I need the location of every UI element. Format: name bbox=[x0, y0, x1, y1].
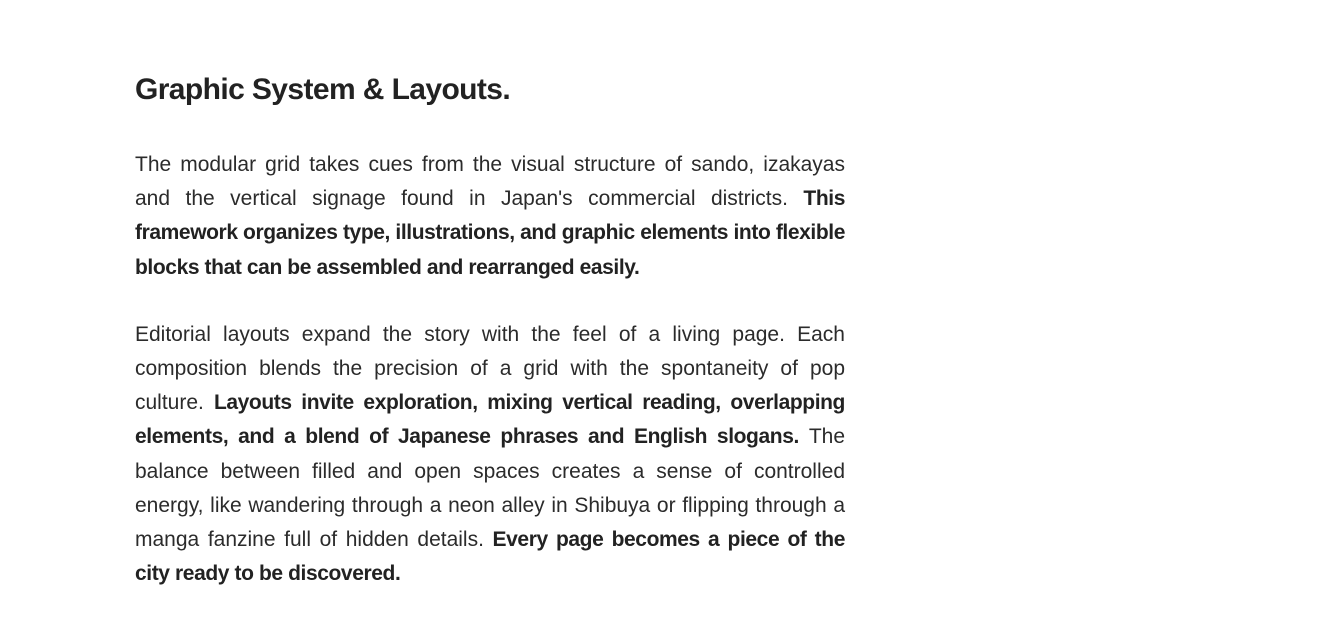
grid-paragraph bbox=[135, 148, 845, 285]
layouts-paragraph bbox=[135, 318, 845, 592]
layouts-paragraph-highlight: Layouts invite exploration, mixing vertical reading, overlapping elements, and a blend of Japanese phrases and English slogans. bbox=[135, 391, 845, 449]
section-title: Graphic System & Layouts. bbox=[135, 73, 511, 106]
layouts-paragraph-body: The balance between filled and open spaces creates a sense of controlled energy, like wandering through a neon alley in Shibuya or flipping through a manga fanzine full of hidden details. bbox=[135, 425, 845, 552]
grid-paragraph-text: The modular grid takes cues from the visual structure of sando, izakayas and the vertical signage found in Japan's commercial districts. bbox=[135, 153, 845, 211]
layouts-paragraph-closing: Every page becomes a piece of the city ready to be discovered. bbox=[135, 528, 845, 586]
layouts-paragraph-intro: Editorial layouts expand the story with the feel of a living page. Each composition blends the precision of a grid with the spontaneity of pop culture. bbox=[135, 322, 845, 415]
grid-paragraph-highlight: This framework organizes type, illustrations, and graphic elements into flexible blocks that can be assembled and rearranged easily. bbox=[135, 187, 845, 279]
graphic-system-section bbox=[135, 68, 845, 591]
